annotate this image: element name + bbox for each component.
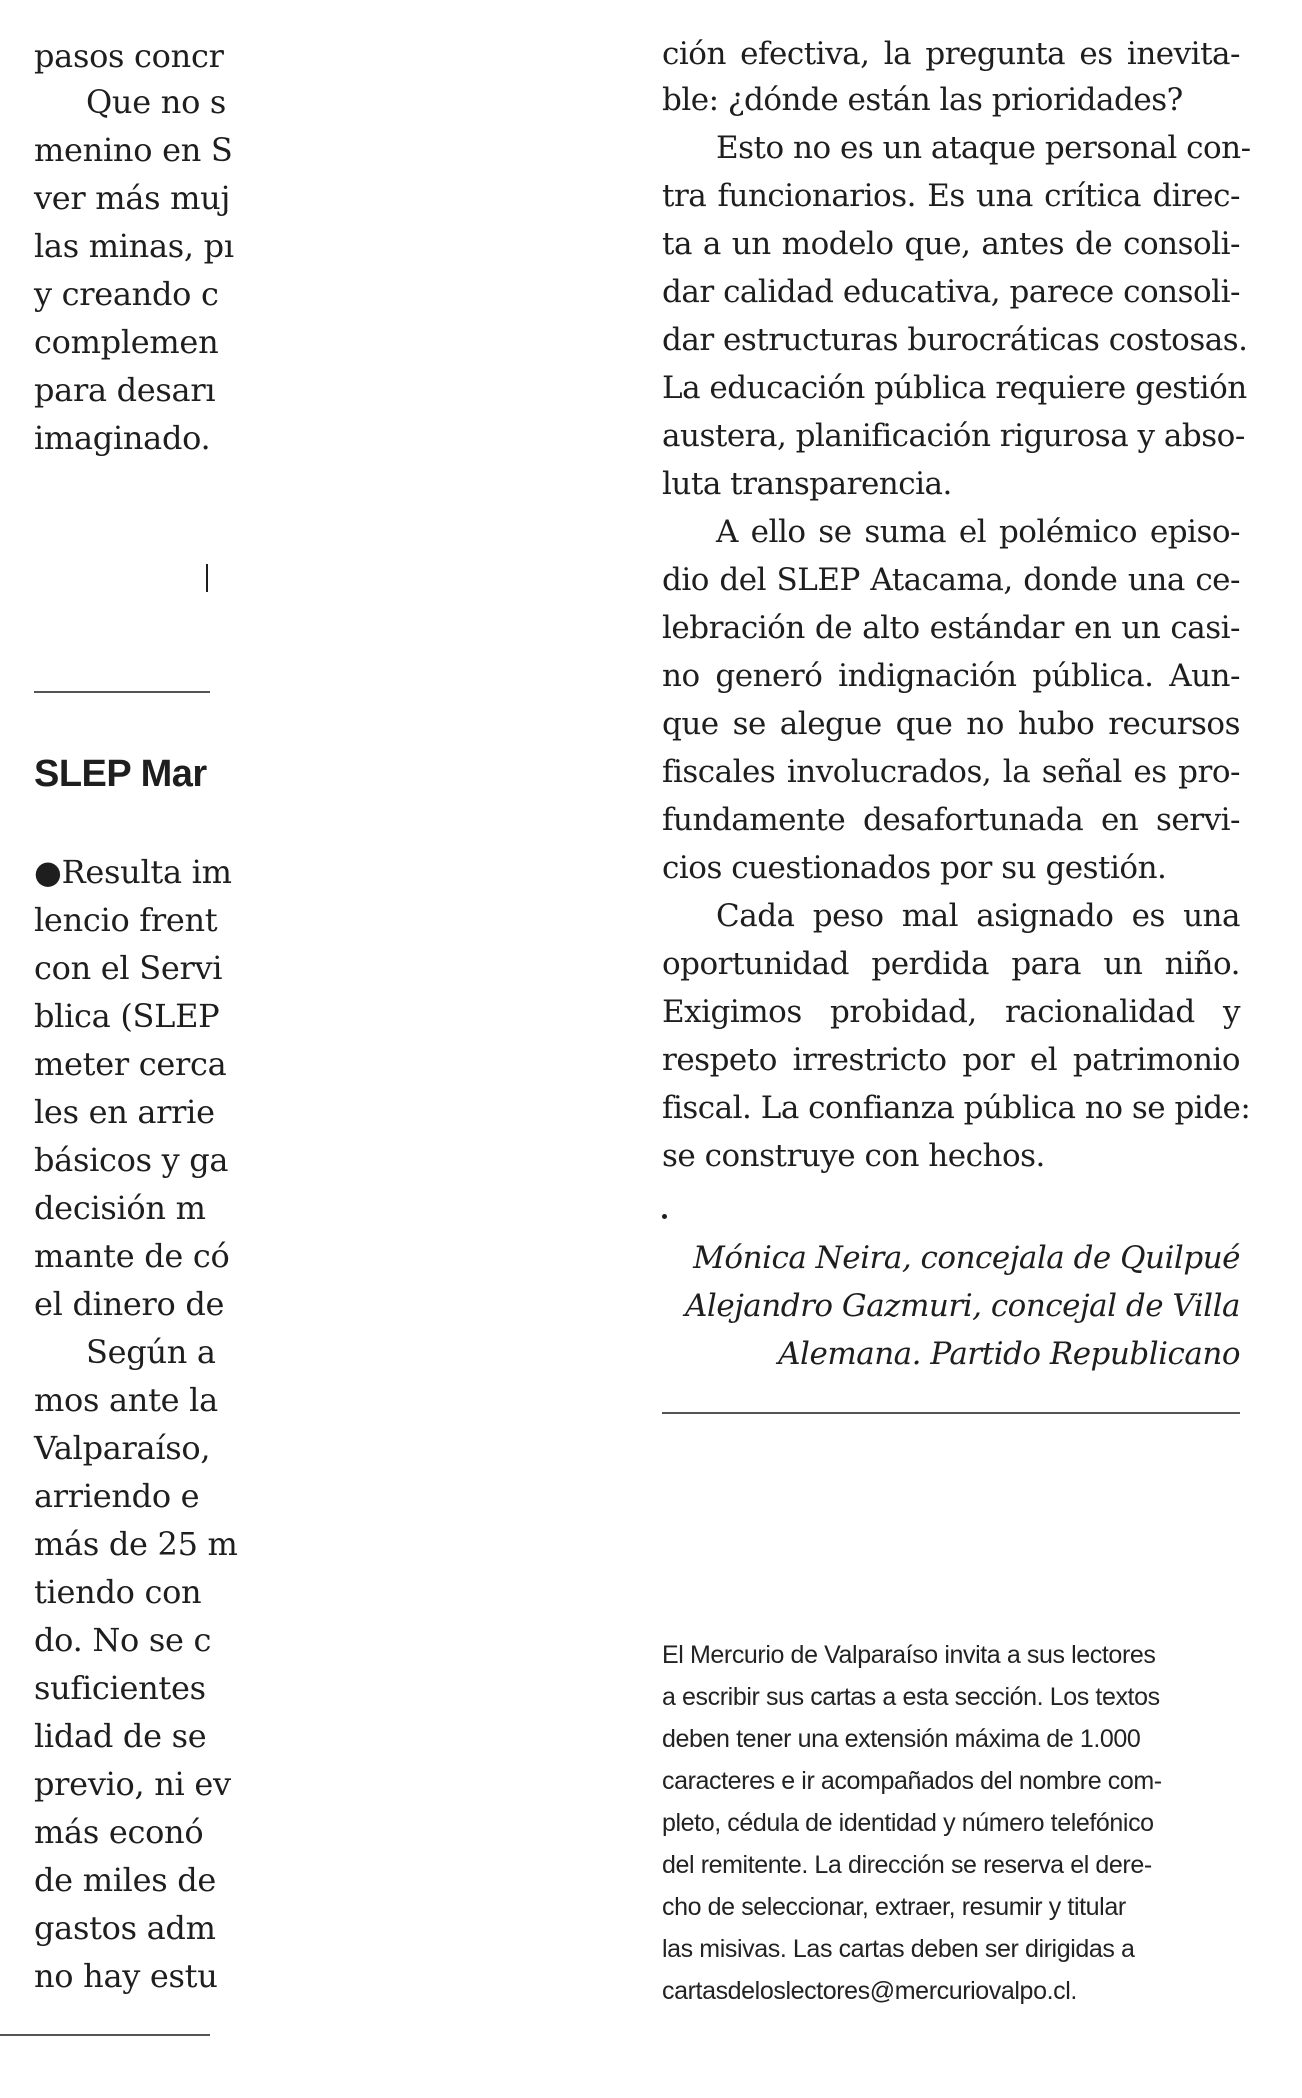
notice-email: cartasdeloslectores@mercuriovalpo.cl. bbox=[662, 1977, 1077, 2005]
left-line: Según a bbox=[86, 1333, 216, 1371]
body-line: fiscales involucrados, la señal es pro- bbox=[662, 754, 1240, 790]
body-line: respeto irrestricto por el patrimonio bbox=[662, 1042, 1240, 1078]
body-line: luta transparencia. bbox=[662, 466, 952, 502]
left-line: menino en S bbox=[34, 131, 233, 169]
left-line: previo, ni ev bbox=[34, 1765, 231, 1803]
left-line: suficientes bbox=[34, 1669, 206, 1707]
signature-rule bbox=[662, 1412, 1240, 1414]
body-line: ción efectiva, la pregunta es inevita- bbox=[662, 36, 1240, 72]
left-line: les en arrie bbox=[34, 1093, 215, 1131]
body-line: A ello se suma el polémico episo- bbox=[716, 514, 1240, 550]
notice-line: El Mercurio de Valparaíso invita a sus lectores bbox=[662, 1641, 1156, 1669]
left-line: de miles de bbox=[34, 1861, 217, 1899]
left-line: do. No se c bbox=[34, 1621, 212, 1659]
left-line: complemen bbox=[34, 323, 219, 361]
column-tick-mark bbox=[206, 564, 208, 592]
signature-line: Alejandro Gazmuri, concejal de Villa bbox=[685, 1288, 1240, 1324]
body-line: ble: ¿dónde están las prioridades? bbox=[662, 82, 1183, 118]
notice-line: las misivas. Las cartas deben ser dirigidas a bbox=[662, 1935, 1135, 1963]
left-line: meter cerca bbox=[34, 1045, 227, 1083]
body-line: La educación pública requiere gestión bbox=[662, 370, 1247, 406]
left-line: lencio frent bbox=[34, 901, 218, 939]
left-line: pasos concr bbox=[34, 37, 224, 75]
body-line: dio del SLEP Atacama, donde una ce- bbox=[662, 562, 1240, 598]
left-line: más de 25 m bbox=[34, 1525, 238, 1563]
body-line: austera, planificación rigurosa y abso- bbox=[662, 418, 1245, 454]
notice-line: caracteres e ir acompañados del nombre com- bbox=[662, 1767, 1162, 1795]
body-line: Cada peso mal asignado es una bbox=[716, 898, 1240, 934]
notice-line: a escribir sus cartas a esta sección. Los textos bbox=[662, 1683, 1160, 1711]
body-line: dar estructuras burocráticas costosas. bbox=[662, 322, 1248, 358]
left-line: básicos y ga bbox=[34, 1141, 229, 1179]
left-line: blica (SLEP bbox=[34, 997, 220, 1035]
left-line: no hay estu bbox=[34, 1957, 218, 1995]
body-line: cios cuestionados por su gestión. bbox=[662, 850, 1167, 886]
left-line: el dinero de bbox=[34, 1285, 225, 1323]
left-line: imaginado. bbox=[34, 419, 211, 457]
body-line: dar calidad educativa, parece consoli- bbox=[662, 274, 1240, 310]
body-line: fundamente desafortunada en servi- bbox=[662, 802, 1240, 838]
body-line: fiscal. La confianza pública no se pide: bbox=[662, 1090, 1251, 1126]
left-line: mos ante la bbox=[34, 1381, 218, 1419]
notice-line: deben tener una extensión máxima de 1.000 bbox=[662, 1725, 1141, 1753]
left-line: arriendo e bbox=[34, 1477, 200, 1515]
body-line: ta a un modelo que, antes de consoli- bbox=[662, 226, 1240, 262]
left-bottom-rule bbox=[0, 2034, 210, 2036]
left-line: ●Resulta im bbox=[34, 853, 232, 891]
letter-column bbox=[662, 0, 1251, 2098]
body-line: Esto no es un ataque personal con- bbox=[716, 130, 1251, 166]
signature-line: Mónica Neira, concejala de Quilpué bbox=[693, 1240, 1240, 1276]
left-line: ver más muj bbox=[34, 179, 231, 217]
left-line: más econó bbox=[34, 1813, 204, 1851]
body-line: no generó indignación pública. Aun- bbox=[662, 658, 1240, 694]
section-heading: SLEP Mar bbox=[34, 753, 207, 795]
left-line: decisión m bbox=[34, 1189, 206, 1227]
body-line: que se alegue que no hubo recursos bbox=[662, 706, 1240, 742]
left-column-fragment bbox=[0, 0, 238, 2098]
body-line: se construye con hechos. bbox=[662, 1138, 1045, 1174]
left-line: mante de có bbox=[34, 1237, 230, 1275]
left-line: tiendo con bbox=[34, 1573, 202, 1611]
notice-line: cho de seleccionar, extraer, resumir y titular bbox=[662, 1893, 1126, 1921]
left-line: Que no s bbox=[86, 83, 227, 121]
body-line: Exigimos probidad, racionalidad y bbox=[662, 994, 1240, 1030]
body-line: tra funcionarios. Es una crítica direc- bbox=[662, 178, 1240, 214]
body-line: lebración de alto estándar en un casi- bbox=[662, 610, 1240, 646]
signature-line: Alemana. Partido Republicano bbox=[778, 1336, 1240, 1372]
notice-line: pleto, cédula de identidad y número telefónico bbox=[662, 1809, 1154, 1837]
left-line: con el Servi bbox=[34, 949, 223, 987]
separator-dot bbox=[662, 1214, 667, 1219]
left-line: gastos adm bbox=[34, 1909, 216, 1947]
notice-line: del remitente. La dirección se reserva el dere- bbox=[662, 1851, 1152, 1879]
left-section-rule bbox=[34, 691, 210, 693]
left-line: para desarı bbox=[34, 371, 216, 409]
left-line: y creando c bbox=[34, 275, 219, 313]
left-line: lidad de se bbox=[34, 1717, 207, 1755]
left-line: las minas, pı bbox=[34, 227, 234, 265]
left-line: Valparaíso, bbox=[34, 1429, 211, 1467]
body-line: oportunidad perdida para un niño. bbox=[662, 946, 1240, 982]
